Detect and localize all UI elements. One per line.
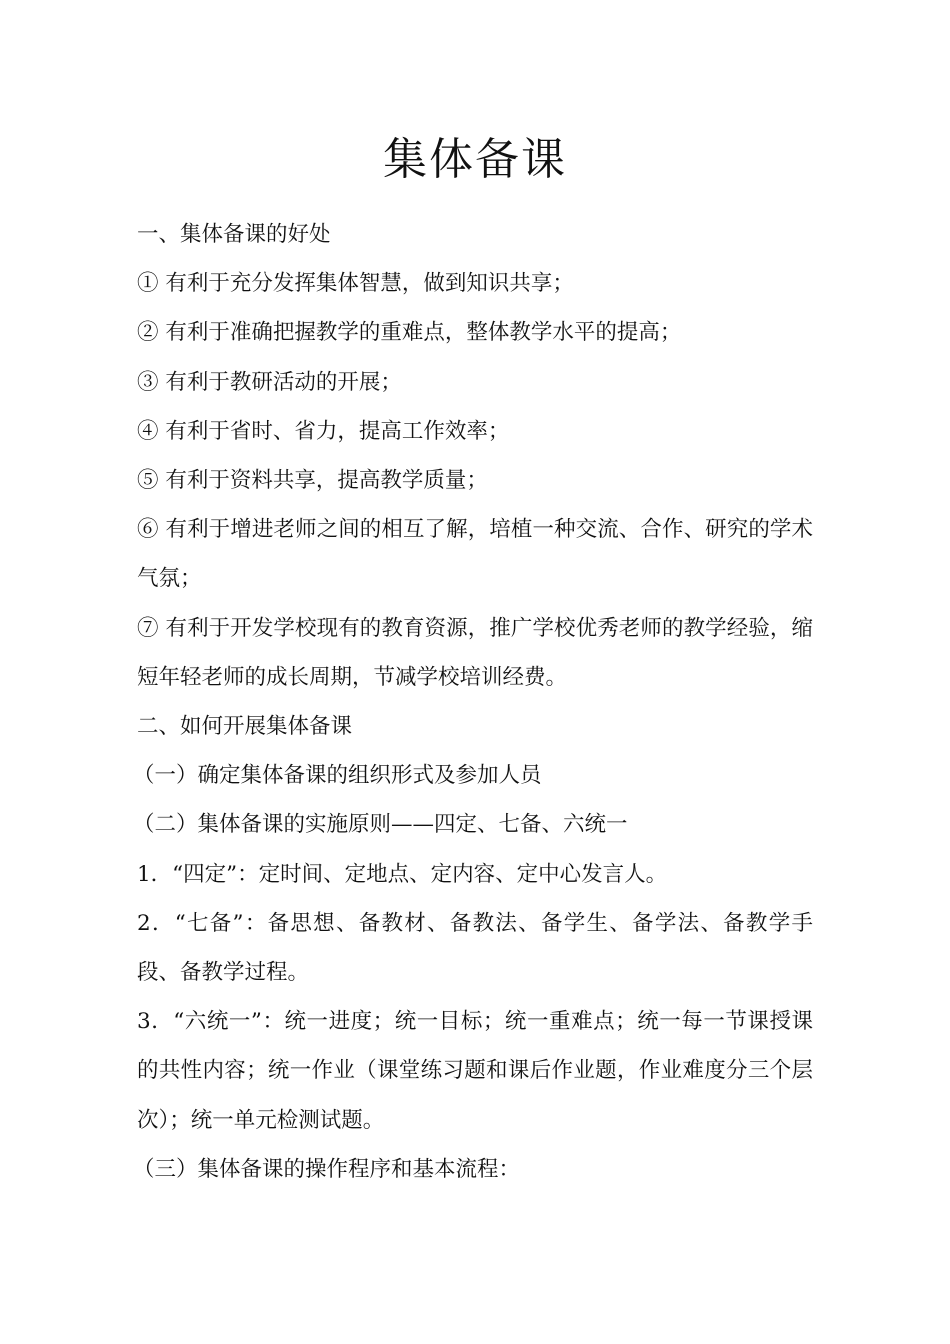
principle-item-3: 3．“六统一”：统一进度；统一目标；统一重难点；统一每一节课授课的共性内容；统一作业（课堂练习题和课后作业题，作业难度分三个层次）；统一单元检测试题。	[137, 1009, 813, 1133]
principle-item-1: 1．“四定”：定时间、定地点、定内容、定中心发言人。	[137, 861, 668, 887]
section-heading-benefits: 一、集体备课的好处	[137, 222, 331, 247]
principle-item-2: 2．“七备”：备思想、备教材、备教法、备学生、备学法、备教学手段、备教学过程。	[137, 910, 813, 986]
subsection-heading-1: （一）确定集体备课的组织形式及参加人员	[133, 763, 542, 789]
benefit-item-3: ③ 有利于教研活动的开展；	[137, 369, 402, 395]
benefit-item-4: ④ 有利于省时、省力，提高工作效率；	[137, 418, 510, 444]
benefit-item-2: ② 有利于准确把握教学的重难点，整体教学水平的提高；	[137, 320, 682, 346]
subsection-heading-2: （二）集体备课的实施原则——四定、七备、六统一	[133, 812, 628, 838]
document-title: 集体备课	[383, 134, 567, 185]
benefit-item-1: ① 有利于充分发挥集体智慧，做到知识共享；	[137, 271, 574, 297]
section-heading-how-to: 二、如何开展集体备课	[137, 714, 353, 740]
subsection-heading-3: （三）集体备课的操作程序和基本流程：	[133, 1156, 521, 1182]
benefit-item-6: ⑥ 有利于增进老师之间的相互了解，培植一种交流、合作、研究的学术气氛；	[137, 517, 813, 592]
document-body	[133, 210, 813, 1194]
benefit-item-7: ⑦ 有利于开发学校现有的教育资源，推广学校优秀老师的教学经验，缩短年轻老师的成长周期，节减学校培训经费。	[137, 615, 813, 690]
benefit-item-5: ⑤ 有利于资料共享，提高教学质量；	[137, 468, 488, 494]
